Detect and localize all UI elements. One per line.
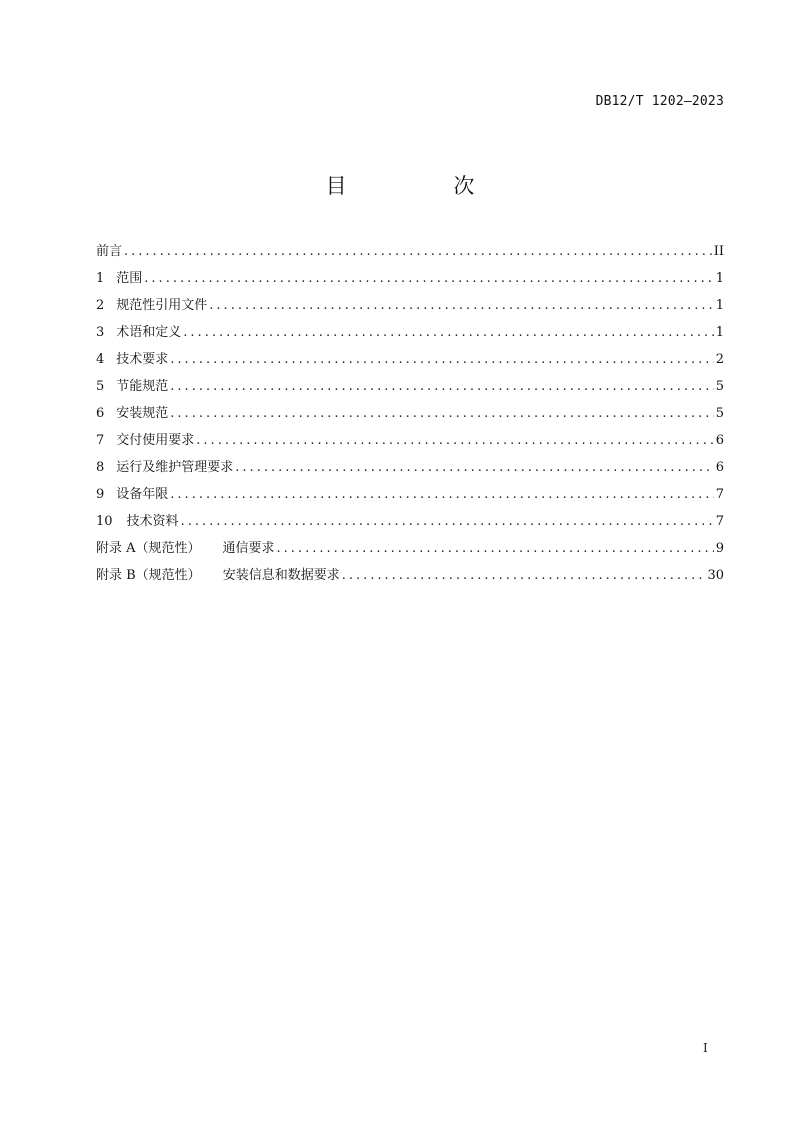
toc-entry-appendix-a[interactable]: [96, 537, 724, 564]
toc-section-number: 4: [96, 352, 105, 367]
table-of-contents: [96, 240, 724, 591]
toc-section-number: 5: [96, 379, 105, 394]
toc-entry-normative-references[interactable]: [96, 294, 724, 321]
toc-leader-dots: [124, 244, 712, 259]
toc-entry-label: 9 设备年限: [96, 487, 169, 502]
toc-leader-dots: [235, 460, 713, 475]
toc-entry-appendix-b[interactable]: [96, 564, 724, 591]
toc-leader-dots: [170, 487, 713, 502]
toc-section-number: 8: [96, 460, 105, 475]
toc-page-number: II: [713, 244, 724, 259]
toc-leader-dots: [170, 352, 713, 367]
toc-leader-dots: [170, 379, 713, 394]
toc-entry-energy-saving[interactable]: [96, 375, 724, 402]
toc-page-number: 1: [715, 298, 724, 313]
toc-section-number: 6: [96, 406, 105, 421]
toc-leader-dots: [183, 325, 713, 340]
toc-section-number: 7: [96, 433, 105, 448]
toc-page-number: 6: [715, 433, 724, 448]
appendix-prefix: 附录 A（规范性）: [96, 541, 201, 556]
toc-entry-terms-definitions[interactable]: [96, 321, 724, 348]
toc-entry-scope[interactable]: [96, 267, 724, 294]
toc-entry-label: 1 范围: [96, 271, 143, 286]
toc-entry-label: 7 交付使用要求: [96, 433, 195, 448]
toc-section-number: 3: [96, 325, 105, 340]
toc-entry-installation[interactable]: [96, 402, 724, 429]
toc-entry-label: 3 术语和定义: [96, 325, 182, 340]
toc-entry-delivery[interactable]: [96, 429, 724, 456]
toc-entry-label: 附录 B（规范性） 安装信息和数据要求: [96, 568, 340, 583]
toc-entry-operation-maintenance[interactable]: [96, 456, 724, 483]
toc-entry-technical-documents[interactable]: [96, 510, 724, 537]
toc-section-number: 2: [96, 298, 105, 313]
toc-entry-label: 4 技术要求: [96, 352, 169, 367]
toc-page-number: 1: [715, 325, 724, 340]
toc-entry-label: 前言: [96, 244, 123, 259]
toc-page-number: 30: [707, 568, 724, 583]
toc-leader-dots: [277, 541, 714, 556]
toc-entry-label: 2 规范性引用文件: [96, 298, 208, 313]
toc-page-number: 6: [715, 460, 724, 475]
toc-page-number: 1: [715, 271, 724, 286]
toc-leader-dots: [144, 271, 713, 286]
footer-page-number: I: [703, 1041, 708, 1055]
toc-page-number: 2: [715, 352, 724, 367]
toc-section-number: 1: [96, 271, 105, 286]
toc-page-number: 9: [715, 541, 724, 556]
toc-section-number: 10: [96, 514, 113, 529]
toc-entry-label: 8 运行及维护管理要求: [96, 460, 234, 475]
toc-leader-dots: [209, 298, 713, 313]
toc-entry-label: 附录 A（规范性） 通信要求: [96, 541, 275, 556]
toc-page-number: 5: [715, 406, 724, 421]
toc-entry-equipment-life[interactable]: [96, 483, 724, 510]
toc-leader-dots: [196, 433, 713, 448]
toc-leader-dots: [342, 568, 706, 583]
appendix-prefix: 附录 B（规范性）: [96, 568, 201, 583]
toc-entry-technical-requirements[interactable]: [96, 348, 724, 375]
toc-entry-foreword[interactable]: [96, 240, 724, 267]
standard-code: DB12/T 1202—2023: [595, 94, 724, 109]
page-title: 目 次: [325, 174, 525, 198]
toc-page-number: 7: [715, 487, 724, 502]
toc-entry-label: 10 技术资料: [96, 514, 179, 529]
toc-page-number: 5: [715, 379, 724, 394]
toc-leader-dots: [181, 514, 714, 529]
toc-entry-label: 6 安装规范: [96, 406, 169, 421]
toc-page-number: 7: [715, 514, 724, 529]
toc-entry-label: 5 节能规范: [96, 379, 169, 394]
toc-section-number: 9: [96, 487, 105, 502]
toc-leader-dots: [170, 406, 713, 421]
